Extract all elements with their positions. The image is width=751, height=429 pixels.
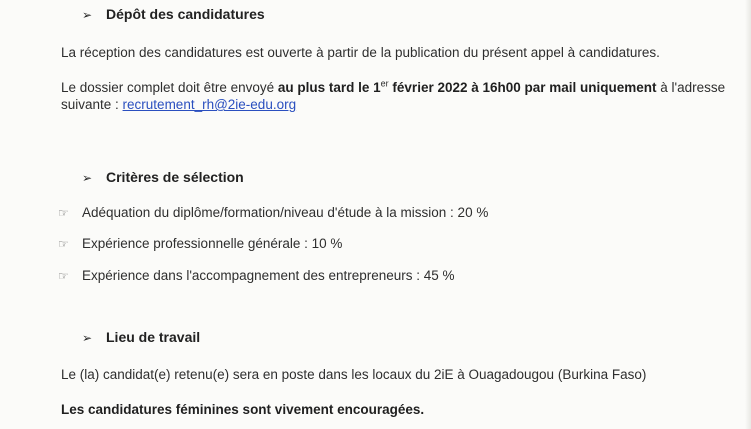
- dossier-text-line2: suivante :: [61, 97, 123, 112]
- heading-criteres: [82, 169, 244, 185]
- deadline-bold-1: au plus tard le 1: [277, 80, 381, 95]
- email-link[interactable]: recrutement_rh@2ie-edu.org: [122, 97, 297, 112]
- pointing-hand-icon: ☞: [58, 206, 69, 220]
- dossier-text-end: à l'adresse: [656, 80, 726, 95]
- arrow-bullet-icon: ➢: [82, 8, 93, 22]
- pointing-hand-icon: ☞: [58, 237, 69, 251]
- paragraph-encouragement: Les candidatures féminines sont vivement encouragées.: [61, 402, 425, 417]
- criteria-item-text: Adéquation du diplôme/formation/niveau d'étude à la mission : 20 %: [82, 205, 489, 220]
- paragraph-reception: La réception des candidatures est ouverte à partir de la publication du présent appel à candidatures.: [61, 45, 660, 60]
- paragraph-lieu: Le (la) candidat(e) retenu(e) sera en poste dans les locaux du 2iE à Ouagadougou (Burkina Faso): [61, 367, 647, 382]
- arrow-bullet-icon: ➢: [82, 331, 93, 345]
- paragraph-dossier: [61, 79, 741, 113]
- criteria-item-text: Expérience professionnelle générale : 10 %: [82, 236, 343, 251]
- criteria-item: [58, 205, 488, 220]
- pointing-hand-icon: ☞: [58, 269, 69, 283]
- page-edge-shadow: [745, 0, 751, 429]
- arrow-bullet-icon: ➢: [82, 171, 93, 185]
- heading-depot: [82, 6, 265, 22]
- criteria-item: [58, 268, 455, 283]
- deadline-bold-2: février 2022 à 16h00 par mail uniquement: [388, 80, 657, 95]
- heading-lieu: [82, 329, 200, 345]
- heading-lieu-text: Lieu de travail: [106, 329, 201, 345]
- deadline-superscript: er: [380, 78, 389, 89]
- dossier-text-start: Le dossier complet doit être envoyé: [61, 80, 278, 95]
- criteria-item-text: Expérience dans l'accompagnement des entrepreneurs : 45 %: [82, 268, 455, 283]
- criteria-item: [58, 236, 342, 251]
- heading-criteres-text: Critères de sélection: [106, 169, 244, 185]
- heading-depot-text: Dépôt des candidatures: [106, 6, 265, 22]
